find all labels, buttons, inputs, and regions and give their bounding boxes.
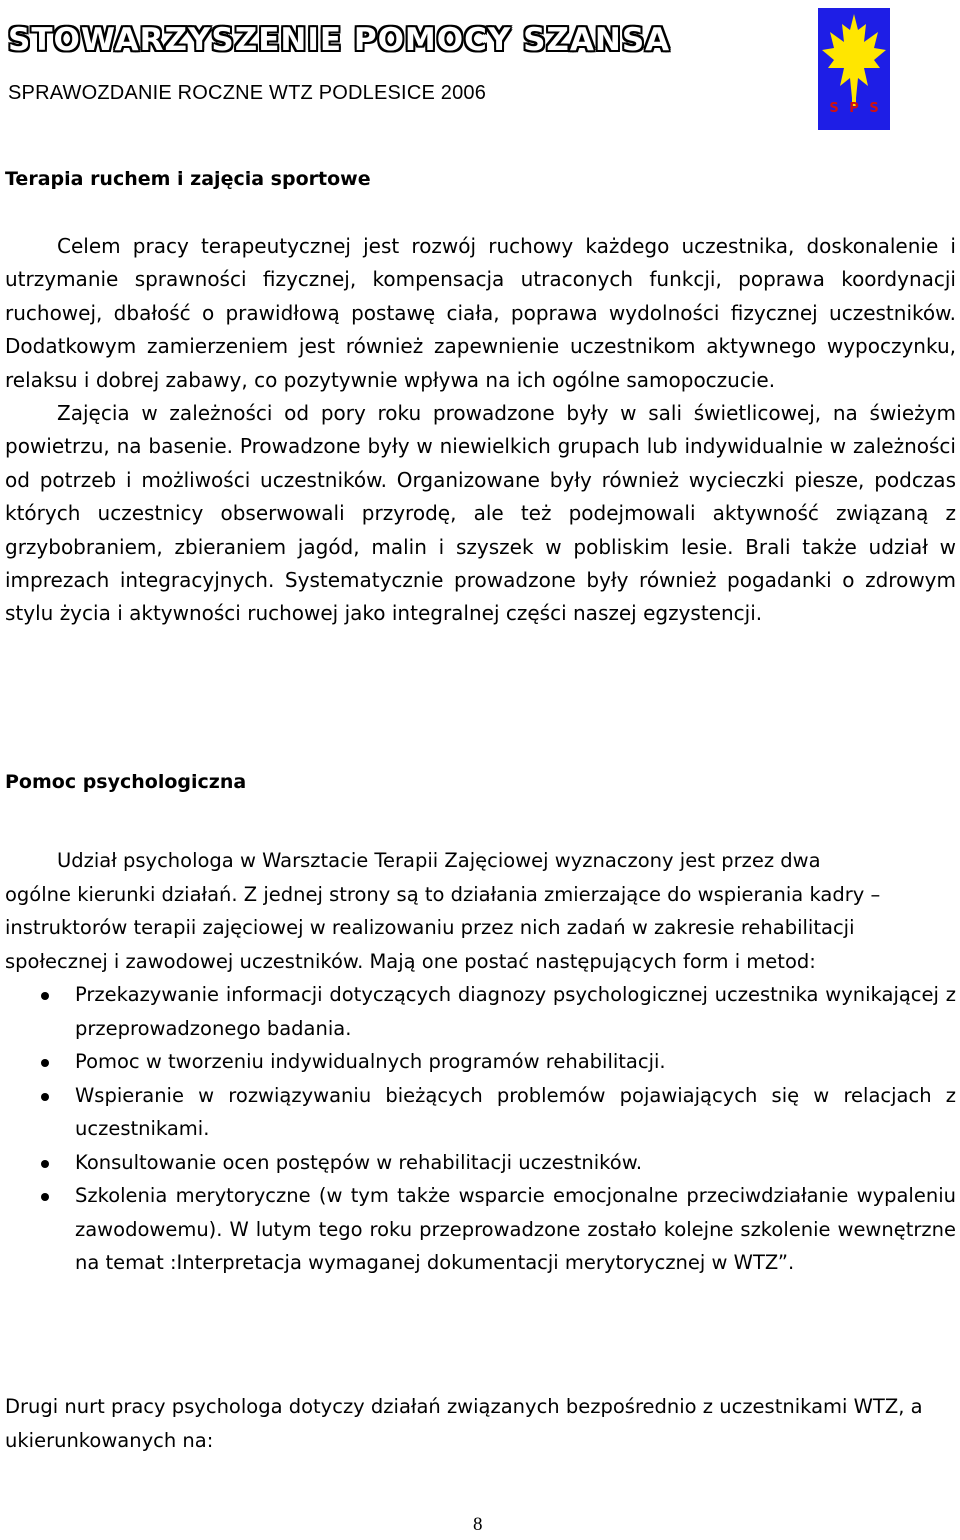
list-item-text: Przekazywanie informacji dotyczących diagnozy psychologicznej uczestnika wynikającej z przeprowadzonego badania. xyxy=(75,983,956,1040)
list-item xyxy=(5,1045,956,1079)
logo-letter-s1: S xyxy=(829,101,839,116)
report-title: SPRAWOZDANIE ROCZNE WTZ PODLESICE 2006 xyxy=(8,82,487,104)
logo-letter-p: P xyxy=(849,101,859,116)
organization-title: STOWARZYSZENIE POMOCY SZANSA xyxy=(8,22,671,58)
bullet-icon xyxy=(41,1059,49,1067)
list-item xyxy=(5,1179,956,1280)
closing-paragraph: Drugi nurt pracy psychologa dotyczy działań związanych bezpośrednio z uczestnikami WTZ, a ukierunkowanych na: xyxy=(5,1395,923,1452)
section-movement-therapy-body xyxy=(5,230,956,631)
list-item-text: Konsultowanie ocen postępów w rehabilitacji uczestników. xyxy=(75,1150,643,1174)
paragraph: Udział psychologa w Warsztacie Terapii Zajęciowej wyznaczony jest przez dwa xyxy=(57,849,821,872)
page-number: 8 xyxy=(473,1514,483,1535)
bullet-icon xyxy=(41,1093,49,1101)
list-item-text: Szkolenia merytoryczne (w tym także wsparcie emocjonalne przeciwdziałanie wypaleniu zawodowemu). W lutym tego roku przeprowadzone zostało kolejne szkolenie wewnętrzne na temat :Interpretacja wymaganej dokumentacji merytorycznej w WTZ”. xyxy=(75,1184,956,1274)
paragraph: Zajęcia w zależności od pory roku prowadzone były w sali świetlicowej, na świeżym powietrzu, na basenie. Prowadzone były w niewielkich grupach lub indywidualnie w zależności od potrzeb i możliwości uczestników. Organizowane były również wycieczki piesze, podczas których uczestnicy obserwowali przyrodę, ale też podejmowali aktywność związaną z grzybobraniem, zbieraniem jagód, malin i szyszek w pobliskim lesie. Brali także udział w imprezach integracyjnych. Systematycznie prowadzone były również pogadanki o zdrowym stylu życia i aktywności ruchowej jako integralnej części naszej egzystencji. xyxy=(5,401,956,626)
paragraph: ogólne kierunki działań. Z jednej strony są to działania zmierzające do wspierania kadry – instruktorów terapii zajęciowej w realizowaniu przez nich zadań w zakresie rehabilitacji społecznej i zawodowej uczestników. Mają one postać następujących form i metod: xyxy=(5,882,881,973)
bullet-icon xyxy=(41,1160,49,1168)
sps-logo xyxy=(818,8,890,130)
list-item xyxy=(5,978,956,1045)
bullet-icon xyxy=(41,1193,49,1201)
list-item xyxy=(5,1146,956,1180)
logo-letter-s2: S xyxy=(869,101,879,116)
list-item-text: Pomoc w tworzeniu indywidualnych programów rehabilitacji. xyxy=(75,1050,666,1073)
section-heading-movement-therapy: Terapia ruchem i zajęcia sportowe xyxy=(5,168,371,190)
bullet-icon xyxy=(41,992,49,1000)
section-psychological-help-body xyxy=(5,844,956,1280)
bullet-list xyxy=(5,978,956,1280)
list-item-text: Wspieranie w rozwiązywaniu bieżących problemów pojawiających się w relacjach z uczestnikami. xyxy=(75,1083,956,1140)
list-item xyxy=(5,1079,956,1146)
paragraph: Celem pracy terapeutycznej jest rozwój ruchowy każdego uczestnika, doskonalenie i utrzymanie sprawności fizycznej, kompensacja utraconych funkcji, poprawa koordynacji ruchowej, dbałość o prawidłową postawę ciała, poprawa wydolności fizycznej uczestników. Dodatkowym zamierzeniem jest również zapewnienie uczestnikom aktywnego wypoczynku, relaksu i dobrej zabawy, co pozytywnie wpływa na ich ogólne samopoczucie. xyxy=(5,234,956,392)
section-heading-psychological-help: Pomoc psychologiczna xyxy=(5,771,247,793)
